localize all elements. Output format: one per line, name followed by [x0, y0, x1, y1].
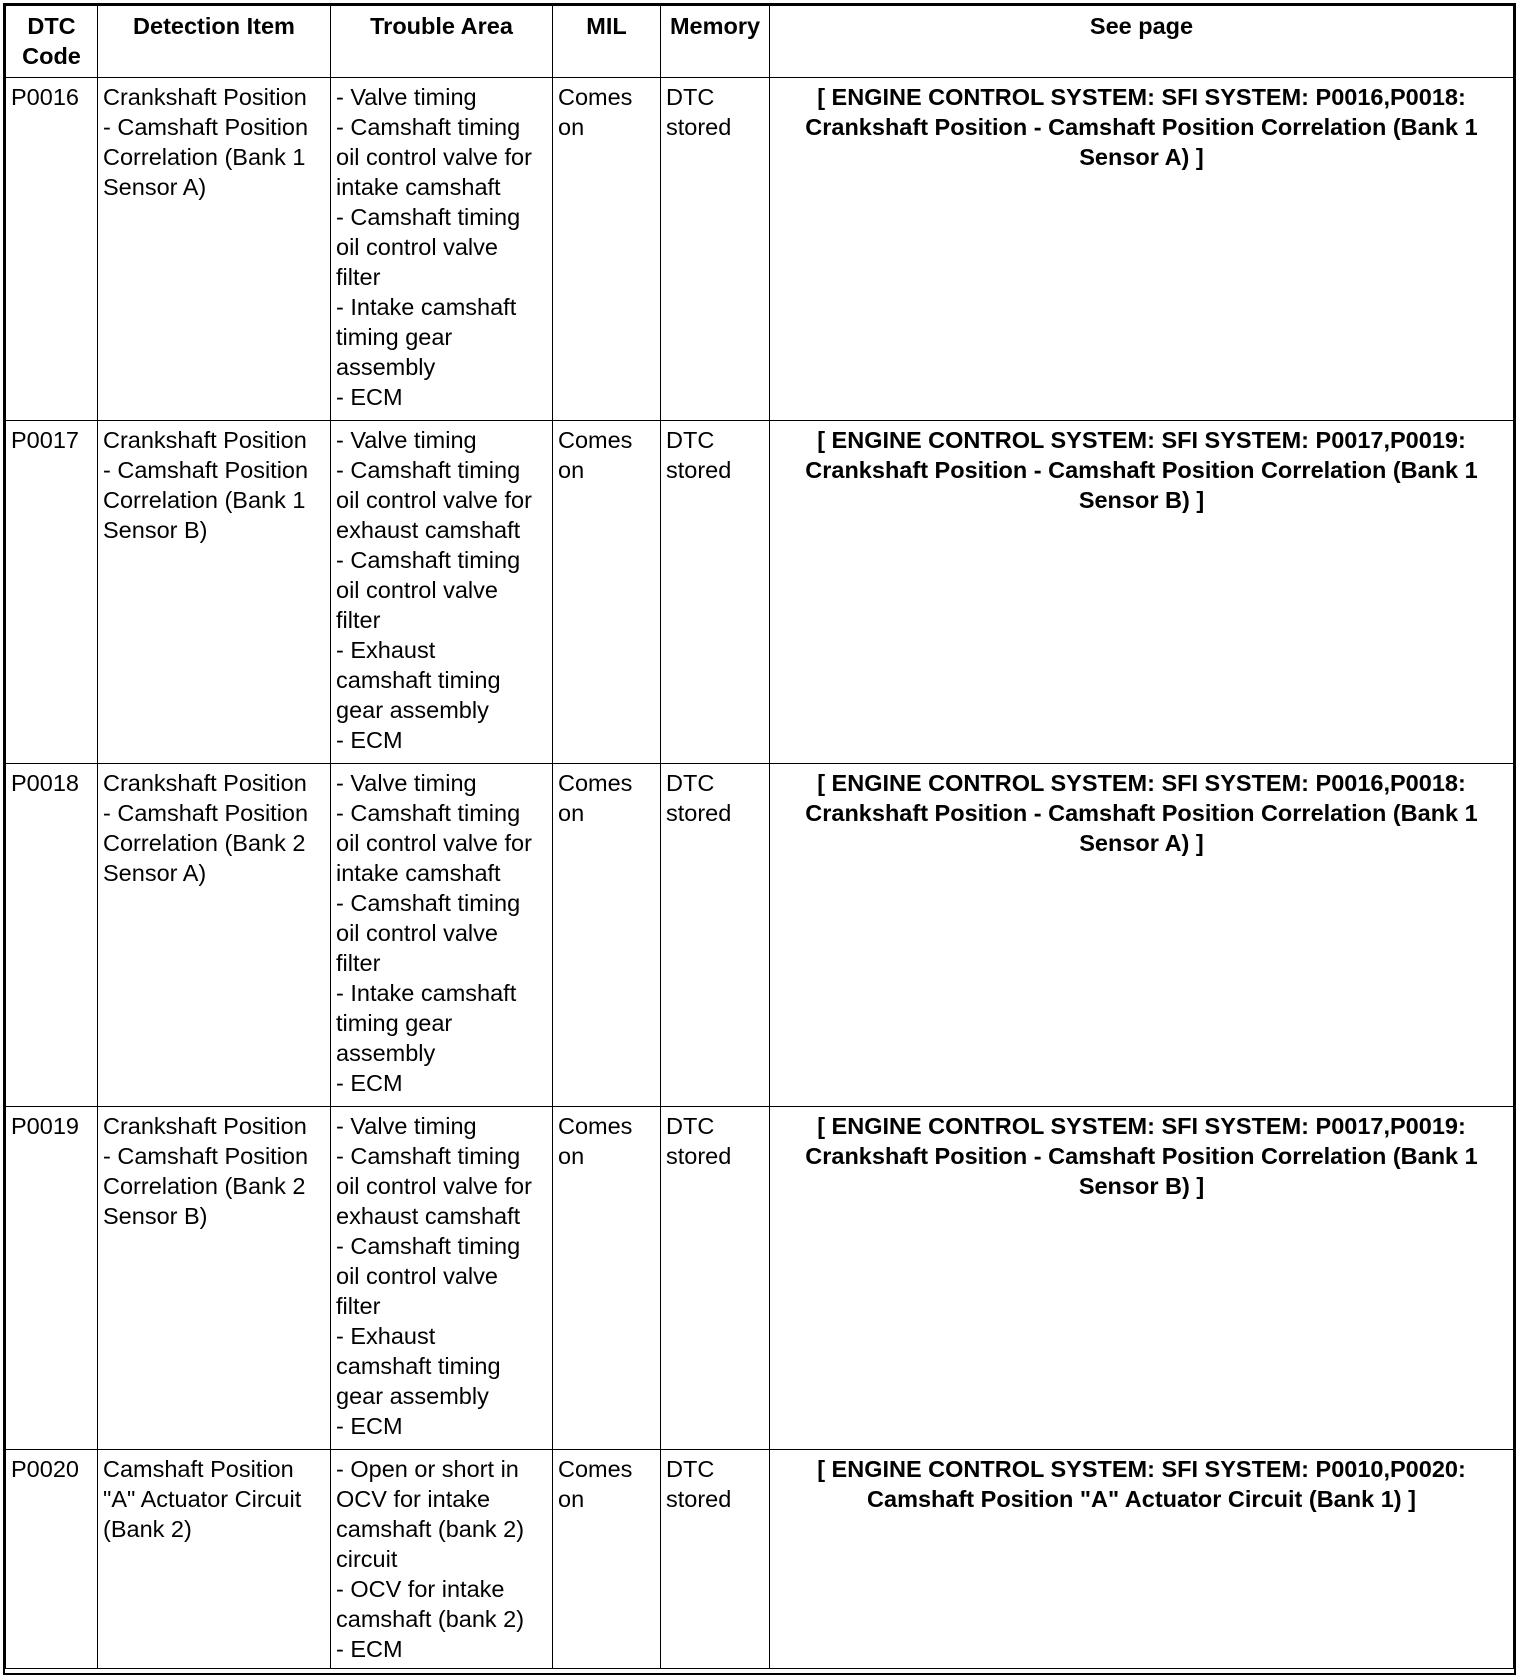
cell-line: - Camshaft Position: [103, 114, 309, 140]
cell-line: Camshaft Position: [103, 1456, 294, 1482]
cell-line: - Valve timing: [336, 84, 477, 110]
cell-line: Comes: [558, 427, 633, 453]
header-dtc-code: [6, 6, 98, 78]
cell-line: intake camshaft: [336, 860, 501, 886]
header-mil: MIL: [553, 6, 661, 78]
cell-line: oil control valve: [336, 234, 498, 260]
cell-line: "A" Actuator Circuit: [103, 1486, 302, 1512]
mil-cell: [553, 1450, 661, 1669]
dtc-code-cell: P0020: [6, 1450, 98, 1669]
detection-item-cell: [98, 764, 331, 1107]
cell-line: Comes: [558, 84, 633, 110]
cell-line: Crankshaft Position: [103, 1113, 307, 1139]
cell-line: stored: [666, 800, 732, 826]
cell-line: DTC: [666, 770, 715, 796]
trouble-area-cell: [331, 1450, 553, 1669]
cell-line: Correlation (Bank 1: [103, 144, 306, 170]
cell-line: Correlation (Bank 2: [103, 830, 306, 856]
cell-line: [ ENGINE CONTROL SYSTEM: SFI SYSTEM: P0017,P0019:: [817, 1113, 1466, 1139]
cell-line: Correlation (Bank 2: [103, 1173, 306, 1199]
cell-line: filter: [336, 607, 381, 633]
cell-line: - Camshaft Position: [103, 1143, 309, 1169]
cell-line: Sensor A) ]: [1079, 830, 1204, 856]
cell-line: DTC: [666, 1113, 715, 1139]
cell-line: Crankshaft Position: [103, 427, 307, 453]
mil-cell: [553, 78, 661, 421]
cell-line: oil control valve for: [336, 1173, 532, 1199]
cell-line: - Exhaust: [336, 637, 436, 663]
cell-line: gear assembly: [336, 697, 489, 723]
dtc-code-cell: P0016: [6, 78, 98, 421]
cell-line: stored: [666, 1143, 732, 1169]
cell-line: camshaft timing: [336, 667, 501, 693]
cell-line: - ECM: [336, 727, 403, 753]
cell-line: on: [558, 800, 585, 826]
table-row: [6, 78, 1514, 421]
see-page-link[interactable]: [770, 1450, 1514, 1669]
memory-cell: [661, 78, 770, 421]
cell-line: - Exhaust: [336, 1323, 436, 1349]
cell-line: oil control valve for: [336, 487, 532, 513]
cell-line: Correlation (Bank 1: [103, 487, 306, 513]
cell-line: on: [558, 457, 585, 483]
cell-line: on: [558, 1486, 585, 1512]
cell-line: oil control valve for: [336, 830, 532, 856]
cell-line: oil control valve: [336, 920, 498, 946]
detection-item-cell: [98, 421, 331, 764]
cell-line: Crankshaft Position: [103, 84, 307, 110]
cell-line: Sensor B) ]: [1078, 487, 1205, 513]
cell-line: assembly: [336, 354, 436, 380]
cell-line: - Camshaft Position: [103, 800, 309, 826]
cell-line: - Camshaft timing: [336, 890, 521, 916]
cell-line: Sensor A): [103, 860, 207, 886]
cell-line: - OCV for intake: [336, 1576, 505, 1602]
cell-line: - ECM: [336, 1070, 403, 1096]
memory-cell: [661, 1107, 770, 1450]
cell-line: - Camshaft timing: [336, 114, 521, 140]
mil-cell: [553, 764, 661, 1107]
cell-line: - Valve timing: [336, 427, 477, 453]
trouble-area-cell: [331, 421, 553, 764]
cell-line: Comes: [558, 770, 633, 796]
cell-line: camshaft (bank 2): [336, 1606, 525, 1632]
cell-line: Sensor B) ]: [1078, 1173, 1205, 1199]
cell-line: - ECM: [336, 384, 403, 410]
cell-line: - Camshaft timing: [336, 547, 521, 573]
cell-line: - ECM: [336, 1413, 403, 1439]
header-detection-item: Detection Item: [98, 6, 331, 78]
cell-line: - Open or short in: [336, 1456, 519, 1482]
cell-line: filter: [336, 1293, 381, 1319]
cell-line: Crankshaft Position - Camshaft Position Correlation (Bank 1: [805, 800, 1478, 826]
cell-line: - Camshaft timing: [336, 204, 521, 230]
cell-line: Comes: [558, 1456, 633, 1482]
cell-line: DTC: [666, 1456, 715, 1482]
table-row: [6, 764, 1514, 1107]
table-row: [6, 421, 1514, 764]
cell-line: Crankshaft Position: [103, 770, 307, 796]
see-page-link[interactable]: [770, 1107, 1514, 1450]
memory-cell: [661, 421, 770, 764]
cell-line: assembly: [336, 1040, 436, 1066]
cell-line: Camshaft Position "A" Actuator Circuit (Bank 1) ]: [867, 1486, 1416, 1512]
cell-line: on: [558, 1143, 585, 1169]
cell-line: DTC: [666, 427, 715, 453]
header-dtc-code-line: Code: [22, 43, 81, 69]
cell-line: - Valve timing: [336, 1113, 477, 1139]
cell-line: [ ENGINE CONTROL SYSTEM: SFI SYSTEM: P0010,P0020:: [817, 1456, 1466, 1482]
cell-line: intake camshaft: [336, 174, 501, 200]
see-page-link[interactable]: [770, 764, 1514, 1107]
cell-line: - Camshaft timing: [336, 1233, 521, 1259]
cell-line: exhaust camshaft: [336, 517, 521, 543]
cell-line: - Camshaft Position: [103, 457, 309, 483]
see-page-link[interactable]: [770, 78, 1514, 421]
table-row: [6, 1450, 1514, 1669]
cell-line: Crankshaft Position - Camshaft Position Correlation (Bank 1: [805, 457, 1478, 483]
mil-cell: [553, 1107, 661, 1450]
cell-line: stored: [666, 1486, 732, 1512]
cell-line: - Camshaft timing: [336, 800, 521, 826]
cell-line: - Camshaft timing: [336, 457, 521, 483]
cell-line: on: [558, 114, 585, 140]
dtc-table: [5, 5, 1514, 1669]
mil-cell: [553, 421, 661, 764]
cell-line: stored: [666, 114, 732, 140]
detection-item-cell: [98, 1107, 331, 1450]
see-page-link[interactable]: [770, 421, 1514, 764]
cell-line: oil control valve for: [336, 144, 532, 170]
trouble-area-cell: [331, 764, 553, 1107]
header-see-page: See page: [770, 6, 1514, 78]
cell-line: oil control valve: [336, 577, 498, 603]
trouble-area-cell: [331, 78, 553, 421]
cell-line: Sensor B): [103, 1203, 208, 1229]
detection-item-cell: [98, 1450, 331, 1669]
trouble-area-cell: [331, 1107, 553, 1450]
cell-line: Crankshaft Position - Camshaft Position Correlation (Bank 1: [805, 114, 1478, 140]
cell-line: - Intake camshaft: [336, 294, 517, 320]
cell-line: circuit: [336, 1546, 398, 1572]
header-memory: Memory: [661, 6, 770, 78]
cell-line: timing gear: [336, 324, 453, 350]
cell-line: camshaft (bank 2): [336, 1516, 525, 1542]
cell-line: filter: [336, 950, 381, 976]
cell-line: - Camshaft timing: [336, 1143, 521, 1169]
cell-line: [ ENGINE CONTROL SYSTEM: SFI SYSTEM: P0017,P0019:: [817, 427, 1466, 453]
cell-line: exhaust camshaft: [336, 1203, 521, 1229]
detection-item-cell: [98, 78, 331, 421]
cell-line: [ ENGINE CONTROL SYSTEM: SFI SYSTEM: P0016,P0018:: [817, 770, 1466, 796]
table-header-row: [6, 6, 1514, 78]
cell-line: Sensor B): [103, 517, 208, 543]
cell-line: Comes: [558, 1113, 633, 1139]
cell-line: Sensor A): [103, 174, 207, 200]
cell-line: - Intake camshaft: [336, 980, 517, 1006]
cell-line: stored: [666, 457, 732, 483]
cell-line: Sensor A) ]: [1079, 144, 1204, 170]
cell-line: Crankshaft Position - Camshaft Position Correlation (Bank 1: [805, 1143, 1478, 1169]
cell-line: filter: [336, 264, 381, 290]
cell-line: oil control valve: [336, 1263, 498, 1289]
header-trouble-area: Trouble Area: [331, 6, 553, 78]
header-dtc-code-line: DTC: [27, 13, 76, 39]
cell-line: camshaft timing: [336, 1353, 501, 1379]
cell-line: DTC: [666, 84, 715, 110]
dtc-code-cell: P0018: [6, 764, 98, 1107]
cell-line: OCV for intake: [336, 1486, 491, 1512]
cell-line: timing gear: [336, 1010, 453, 1036]
cell-line: [ ENGINE CONTROL SYSTEM: SFI SYSTEM: P0016,P0018:: [817, 84, 1466, 110]
cell-line: - ECM: [336, 1636, 403, 1662]
memory-cell: [661, 764, 770, 1107]
dtc-code-cell: P0019: [6, 1107, 98, 1450]
table-row: [6, 1107, 1514, 1450]
cell-line: (Bank 2): [103, 1516, 192, 1542]
table-body: [6, 78, 1514, 1669]
dtc-code-cell: P0017: [6, 421, 98, 764]
memory-cell: [661, 1450, 770, 1669]
cell-line: - Valve timing: [336, 770, 477, 796]
cell-line: gear assembly: [336, 1383, 489, 1409]
